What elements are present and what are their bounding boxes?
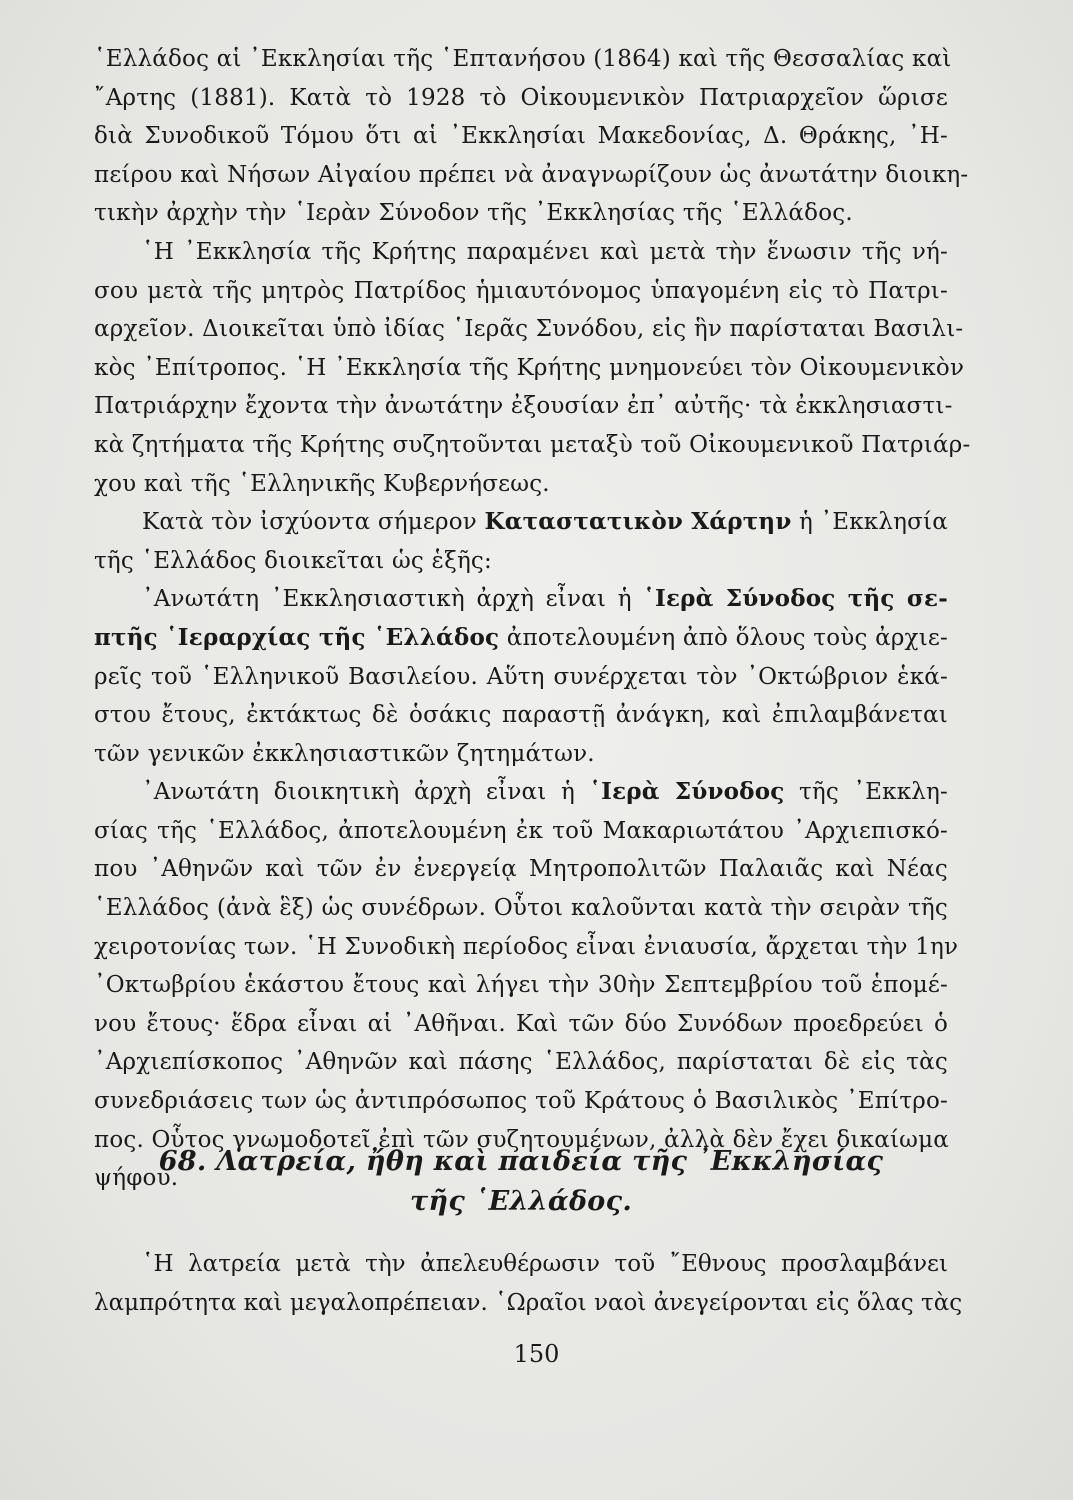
text-line bbox=[94, 773, 948, 812]
text-line: πείρου καὶ Νήσων Αἰγαίου πρέπει νὰ ἀναγνωρίζουν ὡς ἀνωτάτην διοικη- bbox=[94, 161, 969, 188]
bold-term: Καταστατικὸν Χάρτην bbox=[484, 508, 792, 536]
text-line: ῾Η λατρεία μετὰ τὴν ἀπελευθέρωσιν τοῦ ῎Εθνους προσλαμβάνει bbox=[142, 1251, 948, 1277]
page-number: 150 bbox=[513, 1340, 560, 1368]
text-line: κὸς ᾿Επίτροπος. ῾Η ᾿Εκκλησία τῆς Κρήτης μνημονεύει τὸν Οἰκουμενικὸν bbox=[94, 354, 965, 381]
text-line: πος. Οὗτος γνωμοδοτεῖ ἐπὶ τῶν συζητουμένων, ἀλλὰ δὲν ἔχει δικαίωμα bbox=[94, 1126, 950, 1153]
text-line: ᾿Οκτωβρίου ἑκάστου ἔτους καὶ λήγει τὴν 30ὴν Σεπτεμβρίου τοῦ ἑπομέ- bbox=[94, 972, 948, 999]
text-line: νου ἔτους· ἕδρα εἶναι αἱ ᾿Αθῆναι. Καὶ τῶν δύο Συνόδων προεδρεύει ὁ bbox=[94, 1010, 948, 1037]
section-body-text bbox=[94, 1245, 963, 1322]
text-line: σίας τῆς ῾Ελλάδος, ἀποτελουμένη ἐκ τοῦ Μακαριωτάτου ᾿Αρχιεπισκό- bbox=[94, 817, 948, 844]
text-line: τῶν γενικῶν ἐκκλησιαστικῶν ζητημάτων. bbox=[94, 740, 595, 767]
text-line: διὰ Συνοδικοῦ Τόμου ὅτι αἱ ᾿Εκκλησίαι Μακεδονίας, Δ. Θράκης, ᾿Η- bbox=[94, 123, 948, 150]
text-segment: Κατὰ τὸν ἰσχύοντα σήμερον bbox=[142, 509, 485, 536]
text-segment: ᾿Ανωτάτη ᾿Εκκλησιαστικὴ ἀρχὴ εἶναι ἡ bbox=[142, 586, 644, 613]
text-line: στου ἔτους, ἐκτάκτως δὲ ὁσάκις παραστῇ ἀνάγκη, καὶ ἐπιλαμβάνεται bbox=[94, 702, 948, 729]
text-line: αρχεῖον. Διοικεῖται ὑπὸ ἰδίας ῾Ιερᾶς Συνόδου, εἰς ἣν παρίσταται Βασιλι- bbox=[94, 316, 964, 343]
text-line bbox=[94, 580, 948, 619]
text-line: ρεῖς τοῦ ῾Ελληνικοῦ Βασιλείου. Αὕτη συνέρχεται τὸν ᾿Οκτώβριον ἑκά- bbox=[94, 663, 948, 690]
text-line: τῆς ῾Ελλάδος διοικεῖται ὡς ἑξῆς: bbox=[94, 547, 492, 574]
text-line bbox=[94, 503, 948, 542]
body-text bbox=[94, 40, 971, 1198]
text-line: λαμπρότητα καὶ μεγαλοπρέπειαν. ῾Ωραῖοι ναοὶ ἀνεγείρονται εἰς ὅλας τὰς bbox=[94, 1289, 963, 1316]
text-line: ῾Η ᾿Εκκλησία τῆς Κρήτης παραμένει καὶ μετὰ τὴν ἕνωσιν τῆς νή- bbox=[142, 238, 948, 265]
text-line: ῾Ελλάδος (ἀνὰ ἓξ) ὡς συνέδρων. Οὗτοι καλοῦνται κατὰ τὴν σειρὰν τῆς bbox=[94, 895, 948, 922]
text-line: ᾿Αρχιεπίσκοπος ᾿Αθηνῶν καὶ πάσης ῾Ελλάδος, παρίσταται δὲ εἰς τὰς bbox=[94, 1049, 948, 1076]
text-line bbox=[94, 619, 948, 658]
text-line: τικὴν ἀρχὴν τὴν ῾Ιερὰν Σύνοδον τῆς ᾿Εκκλησίας τῆς ῾Ελλάδος. bbox=[94, 200, 853, 227]
bold-term: ῾Ιερὰ Σύνοδος bbox=[589, 778, 785, 806]
text-segment: ἡ ᾿Εκκλησία bbox=[791, 509, 948, 536]
text-line: ῾Ελλάδος αἱ ᾿Εκκλησίαι τῆς ῾Επτανήσου (1864) καὶ τῆς Θεσσαλίας καὶ bbox=[94, 46, 952, 72]
section-heading-line-2: τῆς ῾Ελλάδος. bbox=[409, 1186, 633, 1217]
section-heading-line-1: 68. Λατρεία, ἤθη καὶ παιδεία τῆς ᾿Εκκλησίας bbox=[158, 1146, 884, 1177]
text-segment: τῆς ᾿Εκκλη- bbox=[784, 779, 948, 806]
text-line: χειροτονίας των. ῾Η Συνοδικὴ περίοδος εἶναι ἐνιαυσία, ἄρχεται τὴν 1ην bbox=[94, 933, 959, 960]
text-line: ψήφου. bbox=[94, 1165, 179, 1192]
text-line: που ᾿Αθηνῶν καὶ τῶν ἐν ἐνεργείᾳ Μητροπολιτῶν Παλαιᾶς καὶ Νέας bbox=[94, 856, 948, 883]
text-segment: ᾿Ανωτάτη διοικητικὴ ἀρχὴ εἶναι ἡ bbox=[142, 779, 590, 806]
text-segment: ἀποτελουμένη ἀπὸ ὅλους τοὺς ἀρχιε- bbox=[499, 624, 949, 651]
text-line: χου καὶ τῆς ῾Ελληνικῆς Κυβερνήσεως. bbox=[94, 470, 550, 497]
bold-term: ῾Ιερὰ Σύνοδος τῆς σε- bbox=[643, 585, 948, 613]
text-line: Πατριάρχην ἔχοντα τὴν ἀνωτάτην ἐξουσίαν ἐπ᾿ αὐτῆς· τὰ ἐκκλησιαστι- bbox=[94, 393, 953, 420]
text-line: κὰ ζητήματα τῆς Κρήτης συζητοῦνται μεταξὺ τοῦ Οἰκουμενικοῦ Πατριάρ- bbox=[94, 431, 971, 458]
section-heading bbox=[94, 1142, 948, 1222]
text-line: σου μετὰ τῆς μητρὸς Πατρίδος ἡμιαυτόνομος ὑπαγομένη εἰς τὸ Πατρι- bbox=[94, 277, 948, 304]
text-line: ῎Αρτης (1881). Κατὰ τὸ 1928 τὸ Οἰκουμενικὸν Πατριαρχεῖον ὥρισε bbox=[94, 84, 948, 111]
bold-term: πτῆς ῾Ιεραρχίας τῆς ῾Ελλάδος bbox=[94, 623, 500, 651]
text-line: συνεδριάσεις των ὡς ἀντιπρόσωπος τοῦ Κράτους ὁ Βασιλικὸς ᾿Επίτρο- bbox=[94, 1088, 948, 1115]
